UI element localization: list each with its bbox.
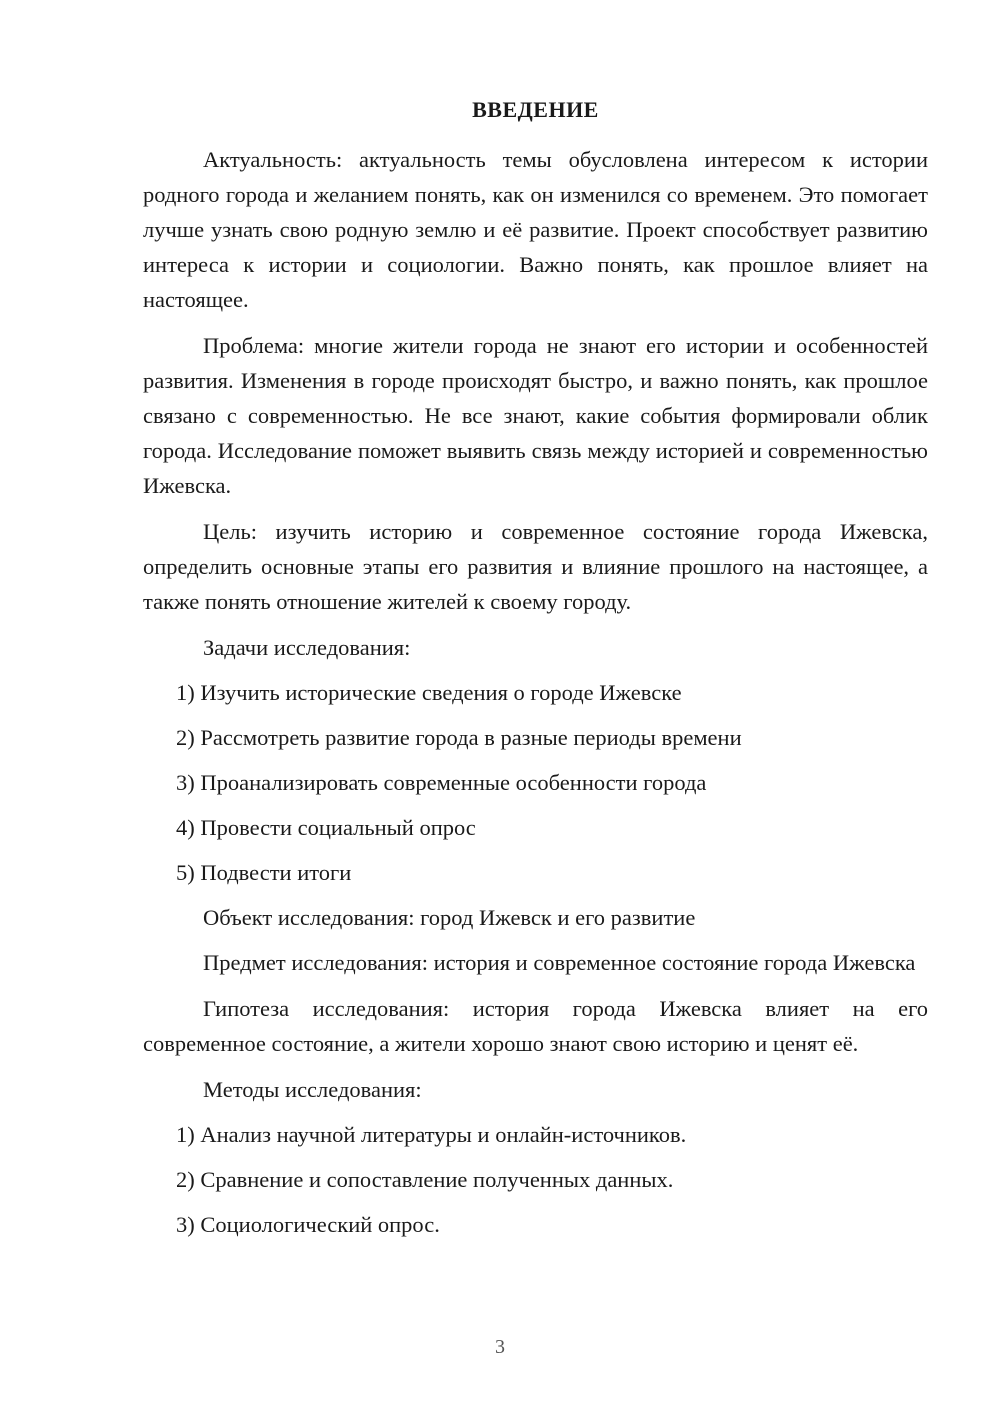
page-number: 3 (495, 1336, 505, 1358)
list-item: 3) Социологический опрос. (176, 1212, 440, 1237)
list-item: 2) Рассмотреть развитие города в разные периоды времени (176, 725, 742, 750)
subject-paragraph: Предмет исследования: история и современное состояние города Ижевска (203, 950, 916, 975)
list-item: 1) Изучить исторические сведения о городе Ижевске (176, 680, 682, 705)
problem-paragraph: Проблема: многие жители города не знают его истории и особенностей развития. Изменения в городе происходят быстро, и важно понять, как прошлое связано с современностью. Не все знают, какие события формировали облик города. Исследование поможет выявить связь между историей и современностью Ижевска. (143, 333, 928, 498)
hypothesis-paragraph: Гипотеза исследования: история города Ижевска влияет на его современное состояние, а жители хорошо знают свою историю и ценят её. (143, 996, 928, 1056)
section-title: ВВЕДЕНИЕ (472, 97, 599, 122)
object-line: Объект исследования: город Ижевск и его развитие (203, 905, 696, 930)
goal-paragraph: Цель: изучить историю и современное состояние города Ижевска, определить основные этапы его развития и влияние прошлого на настоящее, а также понять отношение жителей к своему городу. (143, 519, 928, 614)
list-item: 3) Проанализировать современные особенности города (176, 770, 707, 795)
list-item: 1) Анализ научной литературы и онлайн-источников. (176, 1122, 687, 1147)
tasks-list (143, 675, 928, 890)
list-item: 4) Провести социальный опрос (176, 815, 476, 840)
list-item: 2) Сравнение и сопоставление полученных данных. (176, 1167, 674, 1192)
tasks-heading: Задачи исследования: (203, 635, 411, 660)
list-item: 5) Подвести итоги (176, 860, 352, 885)
relevance-paragraph: Актуальность: актуальность темы обусловлена интересом к истории родного города и желанием понять, как он изменился со временем. Это помогает лучше узнать свою родную землю и её развитие. Проект способствует развитию интереса к истории и социологии. Важно понять, как прошлое влияет на настоящее. (143, 147, 928, 312)
methods-list (143, 1117, 928, 1242)
methods-heading: Методы исследования: (203, 1077, 422, 1102)
page-content (143, 94, 928, 1252)
